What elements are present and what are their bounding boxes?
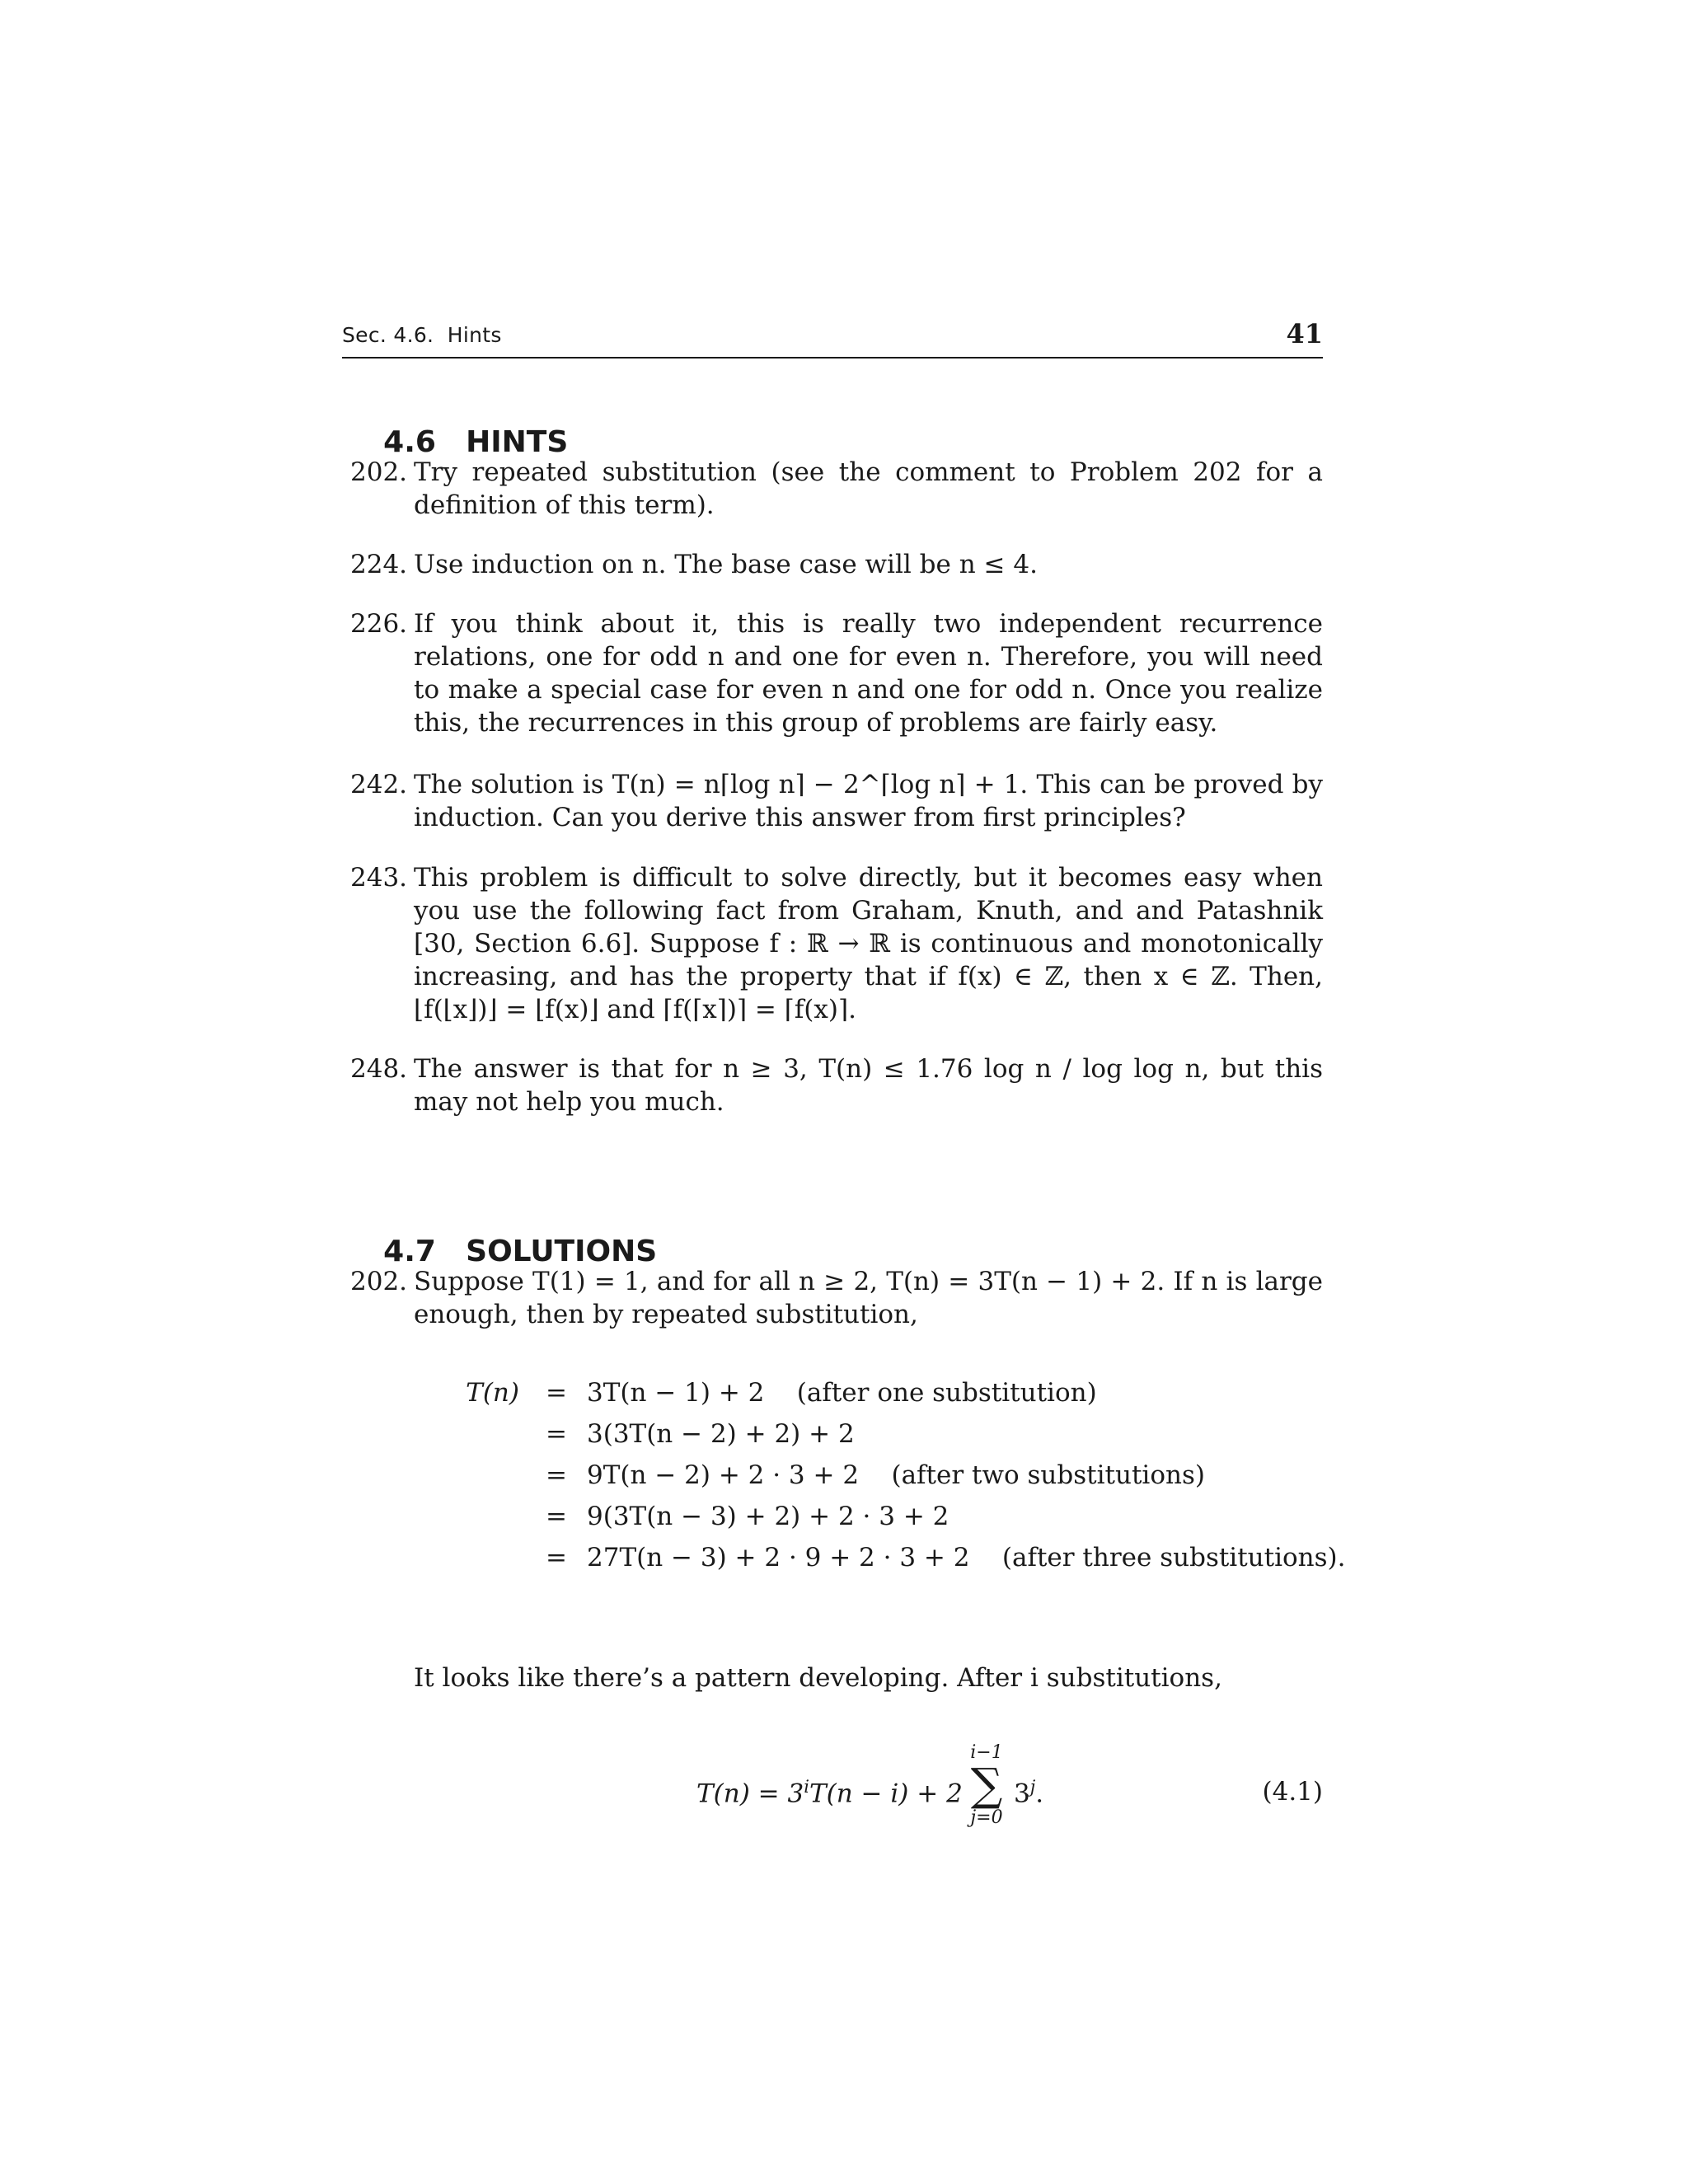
equals-sign: =	[546, 1543, 567, 1572]
summand-base: 3	[1014, 1779, 1030, 1809]
equation-label: (4.1)	[1262, 1777, 1323, 1807]
equation-exponent: i	[804, 1777, 809, 1797]
section-title: HINTS	[466, 425, 569, 459]
equation-rhs	[587, 1378, 1097, 1408]
hint-item-224	[350, 548, 1323, 581]
hint-number: 248.	[350, 1054, 408, 1084]
equation-rhs	[587, 1419, 855, 1449]
equation-row	[445, 1543, 1352, 1576]
equation-summand	[1014, 1777, 1043, 1808]
equation-rhs	[587, 1543, 1346, 1572]
sigma-symbol: ∑	[970, 1759, 1003, 1811]
equation-note: (after three substitutions).	[1001, 1543, 1346, 1572]
hint-number: 202.	[350, 457, 408, 487]
equation-row	[445, 1502, 1352, 1535]
hint-text: If you think about it, this is really two independent recurrence relations, one for odd n and one for even n. Therefore, you will need to make a special case for even n and one for odd n. Once you realize this, the recurrences in this group of problems are fairly easy.	[414, 609, 1323, 738]
section-number: 4.7	[383, 1235, 436, 1268]
pattern-paragraph: It looks like there’s a pattern developing. After i substitutions,	[414, 1663, 1222, 1693]
hint-text: The answer is that for n ≥ 3, T(n) ≤ 1.76 log n / log log n, but this may not help you much.	[414, 1054, 1323, 1117]
solution-item-202	[350, 1265, 1323, 1331]
section-number: 4.6	[383, 425, 436, 459]
hint-item-202	[350, 456, 1323, 522]
hint-text: Try repeated substitution (see the comment to Problem 202 for a definition of this term).	[414, 457, 1323, 520]
equals-sign: =	[546, 1460, 567, 1490]
equation-rhs	[587, 1460, 1205, 1490]
summation	[962, 1742, 1011, 1828]
hint-item-242	[350, 768, 1323, 834]
solution-number: 202.	[350, 1267, 408, 1296]
sum-lower-limit: j=0	[970, 1807, 1003, 1828]
header-rule	[342, 357, 1323, 359]
hint-item-248	[350, 1052, 1323, 1118]
equation-row	[445, 1378, 1352, 1411]
equation-rhs-expr: 9T(n − 2) + 2 · 3 + 2	[587, 1460, 860, 1490]
hint-text: The solution is T(n) = n⌈log n⌉ − 2^⌈log n⌉ + 1. This can be proved by induction. Can you derive this answer from first principles?	[414, 770, 1323, 832]
equation-note: (after one substitution)	[796, 1378, 1097, 1408]
hint-text: Use induction on n. The base case will be n ≤ 4.	[414, 550, 1038, 579]
equation-rhs	[587, 1502, 949, 1531]
section-title: SOLUTIONS	[466, 1235, 658, 1268]
equation-rhs-expr: 9(3T(n − 3) + 2) + 2 · 3 + 2	[587, 1502, 950, 1531]
running-head	[342, 318, 1323, 358]
hint-item-243	[350, 861, 1323, 1026]
equation-body	[696, 1777, 963, 1808]
equation-note: (after two substitutions)	[891, 1460, 1205, 1490]
equation-row	[445, 1460, 1352, 1493]
equation-lhs: T(n) = 3	[696, 1779, 804, 1809]
equals-sign: =	[546, 1419, 567, 1449]
equation-period: .	[1035, 1779, 1044, 1809]
display-equation-4-1	[696, 1739, 1323, 1846]
hint-number: 243.	[350, 863, 408, 893]
sum-upper-limit: i−1	[970, 1742, 1003, 1763]
hint-item-226	[350, 607, 1323, 739]
summand-exponent: j	[1029, 1777, 1036, 1797]
hint-number: 242.	[350, 770, 408, 799]
equation-rhs-expr: 3(3T(n − 2) + 2) + 2	[587, 1419, 855, 1449]
equals-sign: =	[546, 1378, 567, 1408]
equation-array	[445, 1378, 1352, 1592]
equation-lhs: T(n)	[466, 1378, 519, 1408]
equation-rhs-expr: 27T(n − 3) + 2 · 9 + 2 · 3 + 2	[587, 1543, 970, 1572]
solution-text: Suppose T(1) = 1, and for all n ≥ 2, T(n) = 3T(n − 1) + 2. If n is large enough, then by repeated substitution,	[414, 1267, 1323, 1329]
hint-number: 226.	[350, 609, 408, 639]
hint-text: This problem is difficult to solve directly, but it becomes easy when you use the following fact from Graham, Knuth, and and Patashnik [30, Section 6.6]. Suppose f : ℝ → ℝ is continuous and monotonically increasing, and has the property that if f(x) ∈ ℤ, then x ∈ ℤ. Then, ⌊f(⌊x⌋)⌋ = ⌊f(x)⌋ and ⌈f(⌈x⌉)⌉ = ⌈f(x)⌉.	[414, 863, 1323, 1024]
equation-middle: T(n − i) + 2	[809, 1779, 963, 1809]
equation-row	[445, 1419, 1352, 1452]
equation-rhs-expr: 3T(n − 1) + 2	[587, 1378, 765, 1408]
equals-sign: =	[546, 1502, 567, 1531]
running-head-section: Sec. 4.6. Hints	[342, 323, 502, 347]
page-number: 41	[1286, 318, 1323, 349]
hint-number: 224.	[350, 550, 408, 579]
